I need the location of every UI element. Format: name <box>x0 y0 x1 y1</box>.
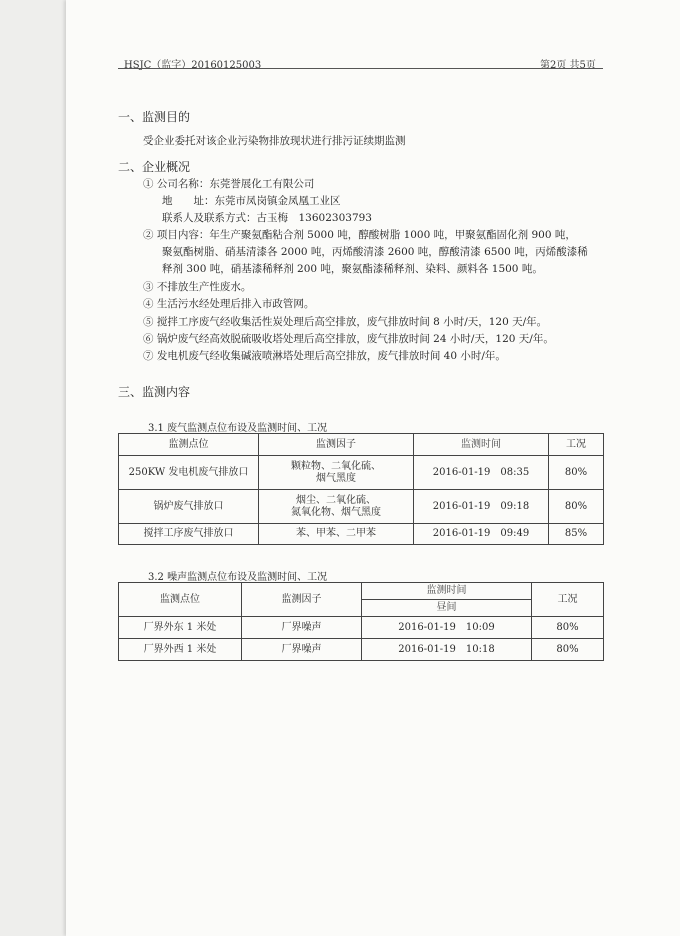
header-rule <box>118 68 603 69</box>
operating-condition: 85% <box>549 524 604 545</box>
factor-line: 颗粒物、二氧化硫、 <box>291 460 381 472</box>
operating-condition: 80% <box>532 617 604 639</box>
monitoring-time: 2016-01-19 10:09 <box>362 617 532 639</box>
overview-item-4: ④ 生活污水经处理后排入市政管网。 <box>143 298 315 310</box>
table2-header-point: 监测点位 <box>119 583 242 617</box>
table-row <box>119 617 604 639</box>
overview-item-5: ⑤ 搅拌工序废气经收集活性炭处理后高空排放，废气排放时间 8 小时/天，120 天/年。 <box>143 316 548 328</box>
monitoring-point: 250KW 发电机废气排放口 <box>119 456 259 490</box>
document-number: HSJC（监字）20160125003 <box>124 60 262 71</box>
table1-header-factor: 监测因子 <box>259 434 414 456</box>
monitoring-point: 锅炉废气排放口 <box>119 490 259 524</box>
section-title-overview: 二、企业概况 <box>118 160 191 174</box>
table1-header-time: 监测时间 <box>414 434 549 456</box>
exhaust-gas-table <box>118 433 604 545</box>
table2-caption: 3.2 噪声监测点位布设及监测时间、工况 <box>148 572 328 583</box>
factor-line: 烟气黑度 <box>316 472 356 484</box>
overview-item-6: ⑥ 锅炉废气经高效脱硫吸收塔处理后高空排放，废气排放时间 24 小时/天，120 天/年。 <box>143 333 554 345</box>
operating-condition: 80% <box>549 456 604 490</box>
operating-condition: 80% <box>532 639 604 661</box>
table2-header-factor: 监测因子 <box>242 583 362 617</box>
monitoring-factor <box>259 490 414 524</box>
monitoring-time: 2016-01-19 09:18 <box>414 490 549 524</box>
section-title-content: 三、监测内容 <box>118 385 191 399</box>
table-row <box>119 490 604 524</box>
project-content-line3: 释剂 300 吨，硝基漆稀释剂 200 吨，聚氨酯漆稀释剂、染料、颜料各 1500 吨。 <box>162 263 543 275</box>
table-row <box>119 456 604 490</box>
purpose-text: 受企业委托对该企业污染物排放现状进行排污证续期监测 <box>143 135 406 147</box>
table2-header-row <box>119 583 604 600</box>
monitoring-time: 2016-01-19 10:18 <box>362 639 532 661</box>
monitoring-point: 搅拌工序废气排放口 <box>119 524 259 545</box>
table2-header-condition: 工况 <box>532 583 604 617</box>
project-content-line1: ② 项目内容：年生产聚氨酯粘合剂 5000 吨，醇酸树脂 1000 吨，甲聚氨酯固化剂 900 吨， <box>143 229 576 241</box>
monitoring-time: 2016-01-19 08:35 <box>414 456 549 490</box>
monitoring-factor: 厂界噪声 <box>242 639 362 661</box>
factor-line: 烟尘、二氧化硫、 <box>296 494 376 506</box>
table2-header-daytime: 昼间 <box>362 600 532 617</box>
page-number: 第2页 共5页 <box>540 60 596 71</box>
monitoring-point: 厂界外西 1 米处 <box>119 639 242 661</box>
monitoring-factor: 厂界噪声 <box>242 617 362 639</box>
section-title-purpose: 一、监测目的 <box>118 110 191 124</box>
table-row <box>119 639 604 661</box>
monitoring-point: 厂界外东 1 米处 <box>119 617 242 639</box>
table1-header-point: 监测点位 <box>119 434 259 456</box>
table1-header-row <box>119 434 604 456</box>
table-row <box>119 524 604 545</box>
monitoring-factor <box>259 456 414 490</box>
monitoring-factor: 苯、甲苯、二甲苯 <box>259 524 414 545</box>
table2-header-time: 监测时间 <box>362 583 532 600</box>
company-address: 地 址：东莞市凤岗镇金凤凰工业区 <box>162 195 341 207</box>
operating-condition: 80% <box>549 490 604 524</box>
noise-table <box>118 582 604 661</box>
factor-line: 氮氧化物、烟气黑度 <box>291 506 381 518</box>
project-content-line2: 聚氨酯树脂、硝基清漆各 2000 吨，丙烯酸清漆 2600 吨，醇酸清漆 6500 吨，丙烯酸漆稀 <box>162 246 588 258</box>
company-name: ① 公司名称：东莞誉展化工有限公司 <box>143 178 315 190</box>
table1-header-condition: 工况 <box>549 434 604 456</box>
overview-item-7: ⑦ 发电机废气经收集碱液喷淋塔处理后高空排放，废气排放时间 40 小时/年。 <box>143 350 506 362</box>
table1-caption: 3.1 废气监测点位布设及监测时间、工况 <box>148 423 328 434</box>
company-contact: 联系人及联系方式：古玉梅 13602303793 <box>162 212 372 224</box>
monitoring-time: 2016-01-19 09:49 <box>414 524 549 545</box>
overview-item-3: ③ 不排放生产性废水。 <box>143 281 252 293</box>
